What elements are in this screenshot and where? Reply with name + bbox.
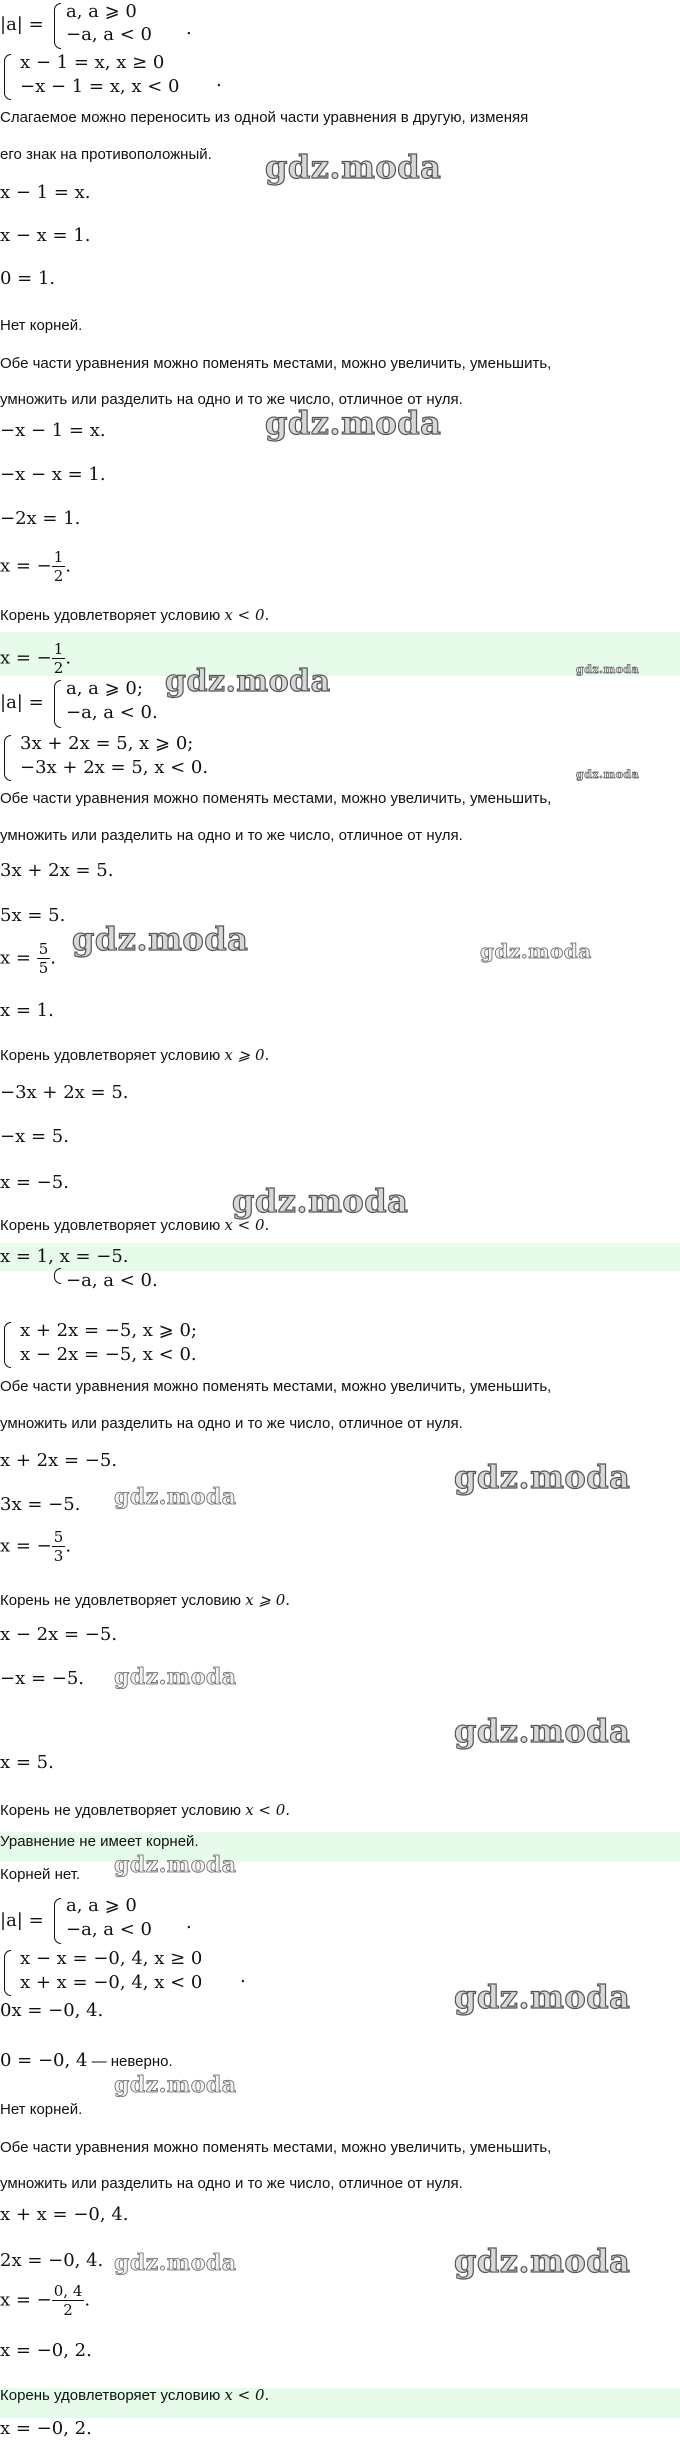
system-line-2: −3x + 2x = 5, x < 0. — [20, 757, 209, 778]
equation: x = −0, 2. — [0, 2340, 92, 2361]
root-condition — [0, 1045, 269, 1066]
no-roots-text: Нет корней. — [0, 317, 83, 334]
watermark: gdz.moda — [454, 2242, 631, 2280]
condition-math: x < 0. — [224, 1216, 270, 1234]
equation: −x − 1 = x. — [0, 420, 106, 441]
root-condition — [0, 1215, 269, 1236]
denominator: 2 — [63, 2301, 73, 2319]
rule-note-line-2: умножить или разделить на одно и то же число, отличное от нуля. — [0, 827, 463, 844]
watermark: gdz.moda — [72, 920, 249, 958]
denominator: 2 — [53, 659, 64, 677]
condition-text: Корень удовлетворяет условию — [0, 1047, 225, 1064]
watermark: gdz.moda — [576, 768, 640, 781]
condition-text: Корень удовлетворяет условию — [0, 1217, 225, 1234]
fraction-tail: . — [65, 647, 72, 669]
rule-note-line-1: Обе части уравнения можно поменять местами, можно увеличить, уменьшить, — [0, 790, 552, 807]
fraction — [52, 640, 66, 677]
equation: 0 = 1. — [0, 268, 56, 289]
abs-definition-lhs: |a| = — [0, 1910, 44, 1931]
abs-definition-lhs: |a| = — [0, 692, 44, 713]
equation: x − 2x = −5. — [0, 1624, 118, 1645]
rule-note-line-2: умножить или разделить на одно и то же число, отличное от нуля. — [0, 391, 463, 408]
fraction-equation — [0, 548, 71, 585]
abs-definition-lhs: |a| = — [0, 14, 44, 35]
condition-text: Корень не удовлетворяет условию — [0, 1592, 246, 1609]
system-line-2: x − 2x = −5, x < 0. — [20, 1344, 197, 1365]
watermark: gdz.moda — [265, 404, 442, 442]
abs-definition-case-1: a, a ⩾ 0 — [66, 1, 137, 22]
root-condition — [0, 1590, 290, 1611]
equation: 0x = −0, 4. — [0, 2000, 104, 2021]
condition-math: x ⩾ 0. — [245, 1591, 291, 1609]
equation-math: 0 = −0, 4 — [0, 2050, 88, 2071]
numerator: 1 — [53, 548, 64, 566]
fraction-lhs: x = − — [0, 2289, 52, 2311]
equation: x + x = −0, 4. — [0, 2204, 129, 2225]
fraction — [37, 940, 51, 977]
watermark: gdz.moda — [114, 1664, 237, 1690]
fraction-tail: . — [65, 555, 72, 577]
equation: −2x = 1. — [0, 508, 81, 529]
watermark: gdz.moda — [454, 1712, 631, 1750]
brace-icon — [4, 735, 11, 781]
abs-definition-case-1: a, a ⩾ 0; — [66, 678, 143, 699]
system-line-1: x − x = −0, 4, x ≥ 0 — [20, 1948, 203, 1969]
root-condition — [0, 1800, 290, 1821]
abs-definition-case-1: a, a ⩾ 0 — [66, 1895, 137, 1916]
equation: x = −5. — [0, 1172, 69, 1193]
equation: 3x + 2x = 5. — [0, 860, 114, 881]
fraction-tail: . — [65, 1535, 72, 1557]
fraction — [52, 2282, 85, 2319]
condition-text: Корень удовлетворяет условию — [0, 607, 225, 624]
fraction-lhs: x = − — [0, 647, 52, 669]
fraction-equation — [0, 1528, 71, 1565]
root-condition — [0, 605, 269, 626]
equation: 2x = −0, 4. — [0, 2250, 104, 2271]
brace-icon — [4, 54, 11, 100]
fraction-equation — [0, 2282, 90, 2319]
watermark: gdz.moda — [454, 1458, 631, 1496]
numerator: 0, 4 — [53, 2282, 83, 2300]
equation: x − 1 = x. — [0, 182, 91, 203]
rule-note-line-1: Обе части уравнения можно поменять местами, можно увеличить, уменьшить, — [0, 355, 552, 372]
numerator: 5 — [38, 940, 49, 958]
condition-math: x < 0. — [224, 606, 270, 624]
fraction — [52, 1528, 66, 1565]
rule-note-line-2: умножить или разделить на одно и то же число, отличное от нуля. — [0, 2175, 463, 2192]
abs-definition-period: . — [186, 1912, 192, 1933]
denominator: 3 — [53, 1547, 64, 1565]
condition-math: x ⩾ 0. — [224, 1046, 270, 1064]
abs-definition-case-2: −a, a < 0. — [66, 702, 158, 723]
system-line-2: −x − 1 = x, x < 0 — [20, 76, 180, 97]
fraction-lhs: x = − — [0, 1535, 52, 1557]
rule-note-line-1: Обе части уравнения можно поменять местами, можно увеличить, уменьшить, — [0, 1378, 552, 1395]
answer-fraction — [0, 640, 71, 677]
condition-text: Корень удовлетворяет условию — [0, 2387, 225, 2404]
watermark: gdz.moda — [232, 1182, 409, 1220]
system-line-2: x + x = −0, 4, x < 0 — [20, 1972, 203, 1993]
watermark: gdz.moda — [265, 148, 442, 186]
system-line-1: 3x + 2x = 5, x ⩾ 0; — [20, 733, 194, 754]
denominator: 5 — [38, 959, 49, 977]
watermark: gdz.moda — [114, 1852, 237, 1878]
watermark: gdz.moda — [114, 2072, 237, 2098]
brace-icon — [54, 1898, 61, 1944]
abs-definition-case-2-partial: −a, a < 0. — [66, 1270, 158, 1291]
denominator: 2 — [53, 567, 64, 585]
brace-icon — [4, 1950, 11, 1996]
answer: x = −0, 2. — [0, 2418, 92, 2439]
brace-icon — [54, 680, 61, 728]
rule-note-line-1: Обе части уравнения можно поменять местами, можно увеличить, уменьшить, — [0, 2139, 552, 2156]
equation: −x = 5. — [0, 1126, 69, 1147]
numerator: 1 — [53, 640, 64, 658]
watermark: gdz.moda — [576, 663, 640, 676]
condition-text: Корень не удовлетворяет условию — [0, 1802, 246, 1819]
system-period: . — [240, 1966, 246, 1987]
watermark: gdz.moda — [114, 1484, 237, 1510]
condition-math: x < 0. — [224, 2386, 270, 2404]
equation: −3x + 2x = 5. — [0, 1082, 129, 1103]
fraction-lhs: x = − — [0, 555, 52, 577]
brace-icon — [4, 1322, 11, 1368]
rule-note-line-2: его знак на противоположный. — [0, 146, 212, 163]
conclusion-text: Уравнение не имеет корней. — [0, 1833, 199, 1850]
system-line-1: x + 2x = −5, x ⩾ 0; — [20, 1320, 197, 1341]
equation: −x = −5. — [0, 1668, 85, 1689]
abs-definition-period: . — [186, 18, 192, 39]
system-period: . — [216, 70, 222, 91]
equation: 3x = −5. — [0, 1494, 81, 1515]
abs-definition-case-2: −a, a < 0 — [66, 1919, 152, 1940]
equation: −x − x = 1. — [0, 464, 106, 485]
equation: x = 5. — [0, 1752, 54, 1773]
fraction-tail: . — [50, 947, 56, 969]
watermark: gdz.moda — [165, 664, 331, 699]
equation-remark: — неверно. — [87, 2053, 173, 2070]
brace-icon — [54, 1268, 61, 1284]
fraction-equation — [0, 940, 56, 977]
system-line-1: x − 1 = x, x ≥ 0 — [20, 52, 165, 73]
fraction-lhs: x = — [0, 947, 31, 969]
root-condition — [0, 2385, 269, 2406]
rule-note-line-2: умножить или разделить на одно и то же число, отличное от нуля. — [0, 1415, 463, 1432]
fraction-tail: . — [84, 2289, 91, 2311]
no-roots-text: Нет корней. — [0, 2101, 83, 2118]
abs-definition-case-2: −a, a < 0 — [66, 24, 152, 45]
rule-note-line-1: Слагаемое можно переносить из одной части уравнения в другую, изменяя — [0, 109, 529, 126]
condition-math: x < 0. — [245, 1801, 291, 1819]
watermark: gdz.moda — [114, 2250, 237, 2276]
answer: x = 1, x = −5. — [0, 1246, 129, 1267]
equation: 5x = 5. — [0, 905, 66, 926]
fraction — [52, 548, 66, 585]
answer: Корней нет. — [0, 1866, 81, 1883]
equation-with-remark — [0, 2050, 173, 2072]
equation: x = 1. — [0, 1000, 54, 1021]
watermark: gdz.moda — [454, 1978, 631, 2016]
watermark: gdz.moda — [480, 939, 592, 963]
brace-icon — [54, 3, 61, 49]
numerator: 5 — [53, 1528, 64, 1546]
equation: x − x = 1. — [0, 225, 91, 246]
equation: x + 2x = −5. — [0, 1450, 118, 1471]
